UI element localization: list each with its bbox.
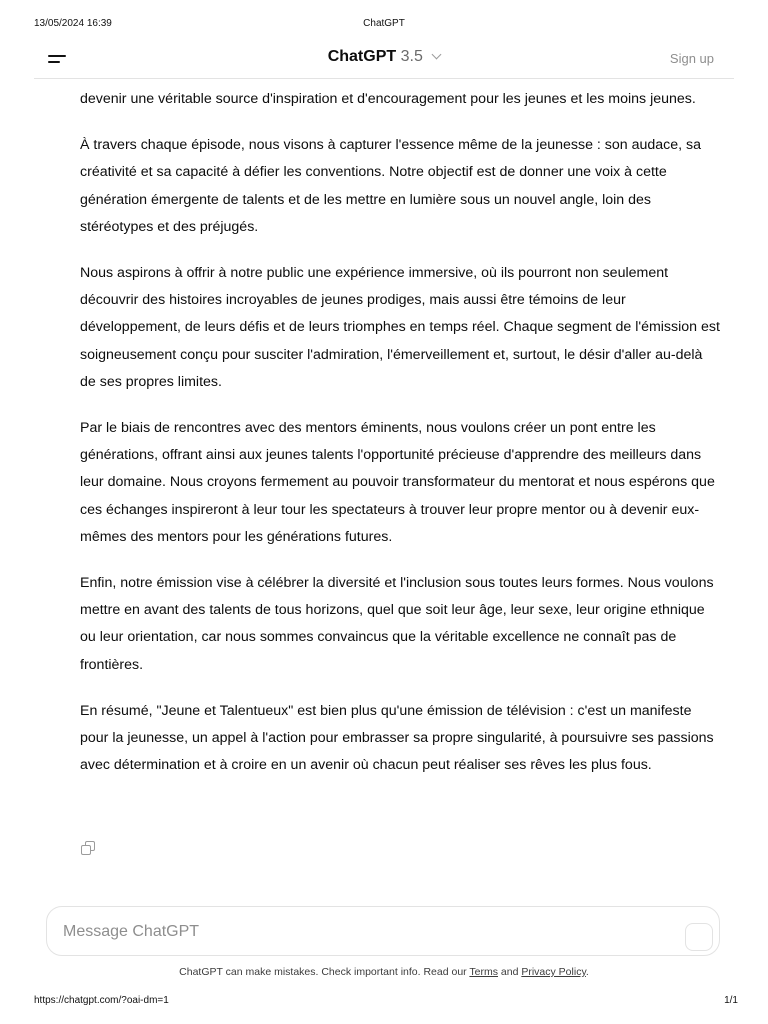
model-name: ChatGPT bbox=[327, 48, 397, 65]
terms-link[interactable]: Terms bbox=[469, 966, 498, 978]
message-paragraph: En résumé, "Jeune et Talentueux" est bien plus qu'une émission de télévision : c'est un manifeste pour la jeunesse, un appel à l'action pour embrasser sa propre singularité, à poursuivre ses passions avec détermination et à croire en un avenir où chacun peut réaliser ses rêves les plus fous. bbox=[80, 702, 714, 774]
print-date: 13/05/2024 16:39 bbox=[34, 18, 112, 29]
message-paragraph: À travers chaque épisode, nous visons à capturer l'essence même de la jeunesse : son audace, sa créativité et sa capacité à défier les conventions. Notre objectif est de donner une voix à cette génération émergente de talents et de les mettre en lumière sous un nouvel angle, loin des stéréotypes et des préjugés. bbox=[80, 137, 702, 235]
disclaimer-and: and bbox=[497, 966, 522, 978]
message-input[interactable] bbox=[61, 917, 665, 947]
message-paragraph: Par le biais de rencontres avec des mentors éminents, nous voulons créer un pont entre les générations, offrant ainsi aux jeunes talents l'opportunité précieuse d'apprendre des meilleurs dans leur domaine. Nous croyons fermement au pouvoir transformateur du mentorat et nous espérons que ces échanges inspireront à leur tour les spectateurs à trouver leur propre mentor ou à devenir eux-mêmes des mentors pour les générations futures. bbox=[80, 420, 715, 545]
disclaimer-text: ChatGPT can make mistakes. Check important info. Read our bbox=[179, 966, 470, 978]
print-footer bbox=[0, 995, 768, 1009]
print-header bbox=[0, 18, 768, 32]
sign-up-button[interactable]: Sign up bbox=[669, 51, 714, 66]
model-selector bbox=[34, 48, 734, 66]
print-url: https://chatgpt.com/?oai-dm=1 bbox=[34, 995, 169, 1006]
copy-icon[interactable] bbox=[81, 841, 95, 855]
print-title: ChatGPT bbox=[363, 18, 405, 29]
app-header bbox=[34, 40, 734, 79]
print-page-number: 1/1 bbox=[724, 995, 738, 1006]
disclaimer-suffix: . bbox=[585, 966, 589, 978]
menu-icon[interactable] bbox=[48, 52, 68, 66]
chevron-down-icon bbox=[432, 50, 442, 60]
message-paragraph: Enfin, notre émission vise à célébrer la diversité et l'inclusion sous toutes leurs formes. Nous voulons mettre en avant des talents de tous horizons, quel que soit leur âge, leur sexe, leur origine ethnique ou leur orientation, car nous sommes convaincus que la véritable excellence ne connaît pas de frontières. bbox=[80, 575, 714, 673]
disclaimer bbox=[0, 966, 768, 978]
privacy-policy-link[interactable]: Privacy Policy bbox=[521, 966, 586, 978]
message-paragraph: Nous aspirons à offrir à notre public une expérience immersive, où ils pourront non seulement découvrir des histoires incroyables de jeunes prodiges, mais aussi être témoins de leur développement, de leurs défis et de leurs triomphes en temps réel. Chaque segment de l'émission est soigneusement conçu pour susciter l'admiration, l'émerveillement et, surtout, le désir d'aller au-delà de ses propres limites. bbox=[80, 265, 720, 390]
assistant-message bbox=[80, 86, 720, 798]
message-composer bbox=[46, 906, 720, 956]
model-selector-button[interactable] bbox=[328, 48, 441, 66]
message-paragraph: devenir une véritable source d'inspiration et d'encouragement pour les jeunes et les moins jeunes. bbox=[80, 91, 696, 107]
send-button[interactable] bbox=[685, 923, 713, 951]
model-version: 3.5 bbox=[400, 48, 423, 65]
